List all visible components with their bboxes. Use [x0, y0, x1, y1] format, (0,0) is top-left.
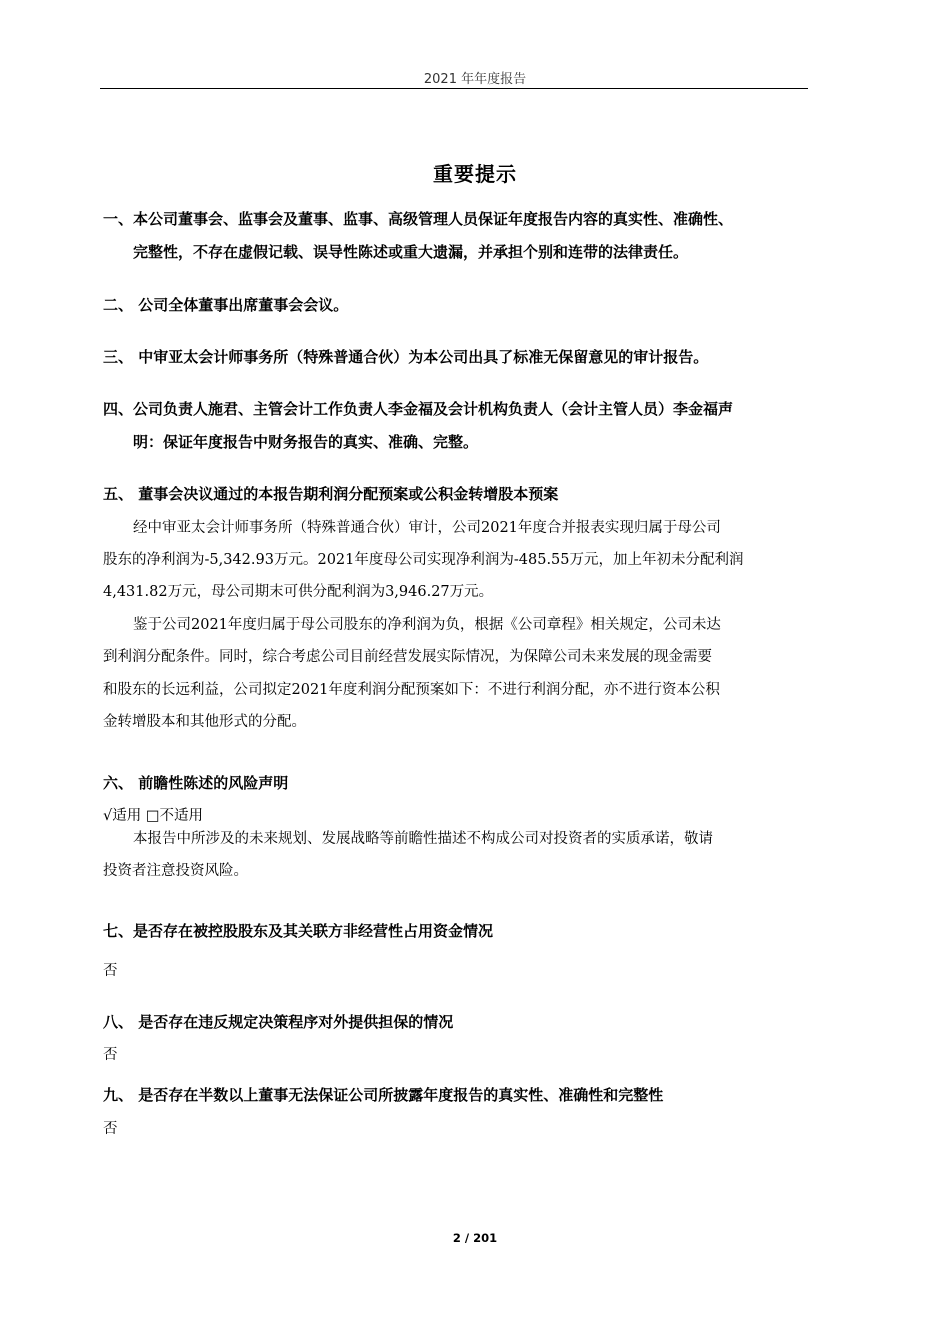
page-number: 2 / 201 [452, 1231, 498, 1245]
applicability-checkbox-status: √适用 □不适用 [103, 808, 204, 824]
item-5-body-line-3: 4,431.82万元，母公司期末可供分配利润为3,946.27万元。 [103, 584, 494, 600]
item-4-heading-line-1: 四、公司负责人施君、主管会计工作负责人李金福及会计机构负责人（会计主管人员）李金福声 [103, 400, 734, 418]
item-5-body-line-4: 鉴于公司2021年度归属于母公司股东的净利润为负，根据《公司章程》相关规定，公司未达 [133, 617, 721, 633]
item-6-body-line-2: 投资者注意投资风险。 [103, 863, 248, 879]
item-1-heading-line-2: 完整性，不存在虚假记载、误导性陈述或重大遗漏，并承担个别和连带的法律责任。 [133, 243, 689, 261]
item-5-body-line-5: 到利润分配条件。同时，综合考虑公司目前经营发展实际情况，为保障公司未来发展的现金需要 [103, 649, 712, 665]
item-8-heading: 八、 是否存在违反规定决策程序对外提供担保的情况 [103, 1013, 454, 1031]
item-1-heading-line-1: 一、本公司董事会、监事会及董事、监事、高级管理人员保证年度报告内容的真实性、准确性、 [103, 210, 734, 228]
item-6-body-line-1: 本报告中所涉及的未来规划、发展战略等前瞻性描述不构成公司对投资者的实质承诺，敬请 [133, 831, 713, 847]
item-9-heading: 九、 是否存在半数以上董事无法保证公司所披露年度报告的真实性、准确性和完整性 [103, 1086, 664, 1104]
item-7-heading: 七、是否存在被控股股东及其关联方非经营性占用资金情况 [103, 922, 494, 940]
header-divider [100, 88, 808, 89]
item-5-body-line-6: 和股东的长远利益，公司拟定2021年度利润分配预案如下：不进行利润分配，亦不进行资本公积 [103, 682, 720, 698]
item-4-heading-line-2: 明：保证年度报告中财务报告的真实、准确、完整。 [133, 433, 479, 451]
header-title: 2021 年年度报告 [423, 72, 527, 87]
item-3-heading: 三、 中审亚太会计师事务所（特殊普通合伙）为本公司出具了标准无保留意见的审计报告。 [103, 348, 709, 366]
item-5-body-line-7: 金转增股本和其他形式的分配。 [103, 714, 306, 730]
item-9-answer: 否 [103, 1121, 118, 1137]
item-5-body-line-2: 股东的净利润为-5,342.93万元。2021年度母公司实现净利润为-485.55万元，加上年初未分配利润 [103, 552, 744, 568]
item-6-heading: 六、 前瞻性陈述的风险声明 [103, 774, 289, 792]
page-title: 重要提示 [433, 162, 517, 186]
item-5-heading: 五、 董事会决议通过的本报告期利润分配预案或公积金转增股本预案 [103, 485, 559, 503]
item-2-heading: 二、 公司全体董事出席董事会会议。 [103, 296, 349, 314]
item-8-answer: 否 [103, 1047, 118, 1063]
item-7-answer: 否 [103, 963, 118, 979]
item-5-body-line-1: 经中审亚太会计师事务所（特殊普通合伙）审计，公司2021年度合并报表实现归属于母公司 [133, 520, 721, 536]
